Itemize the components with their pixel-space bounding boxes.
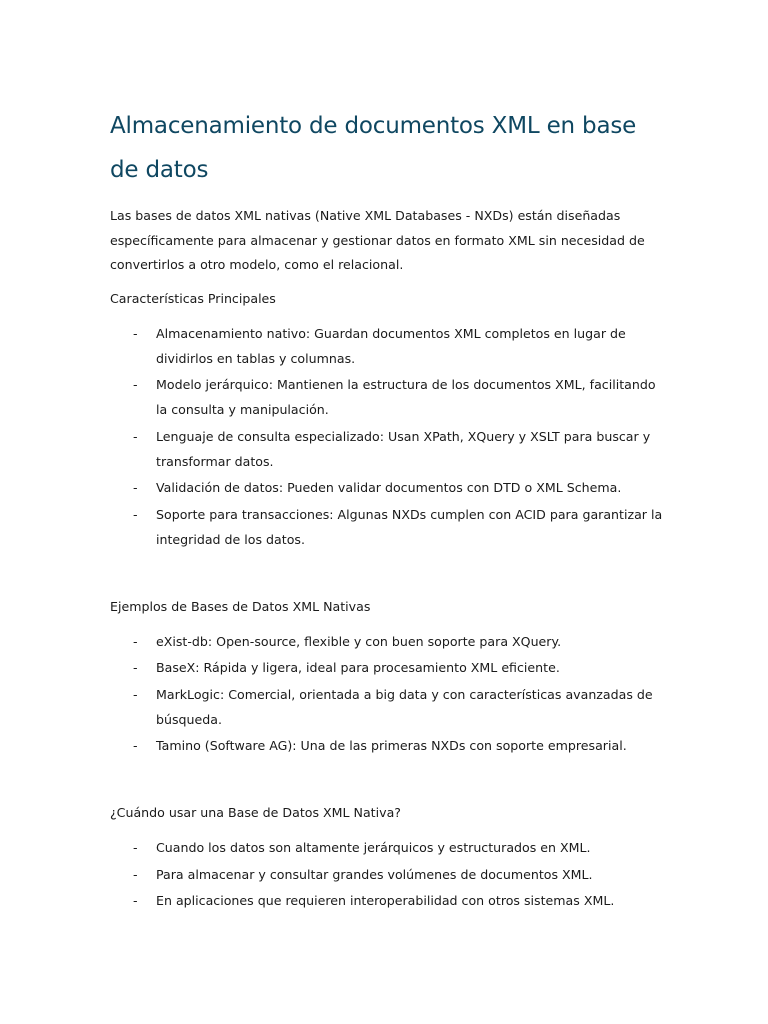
list-item [110,424,670,474]
list-item [110,502,670,552]
bullet-list [110,835,670,913]
list-item [110,835,670,860]
list-item-text: Para almacenar y consultar grandes volúmenes de documentos XML. [156,866,593,882]
section-heading: Ejemplos de Bases de Datos XML Nativas [110,598,371,614]
bullet-list [110,321,670,552]
bullet-dash: - [133,686,138,702]
list-item [110,862,670,887]
document-page [110,104,670,915]
bullet-dash: - [133,428,138,444]
bullet-dash: - [133,840,138,855]
bullet-dash: - [133,866,138,882]
list-item [110,321,670,371]
bullet-list [110,629,670,759]
list-item-text: eXist-db: Open-source, flexible y con buen soporte para XQuery. [156,633,562,649]
bullet-dash: - [133,325,138,341]
list-item-text: Soporte para transacciones: Algunas NXDs cumplen con ACID para garantizar la integridad de los datos. [156,506,663,547]
bullet-dash: - [133,633,138,649]
list-item [110,655,670,680]
bullet-dash: - [133,480,138,495]
list-item-text: Cuando los datos son altamente jerárquicos y estructurados en XML. [156,840,591,855]
list-item [110,733,670,758]
list-item-text: Lenguaje de consulta especializado: Usan XPath, XQuery y XSLT para buscar y transformar datos. [156,428,651,469]
list-item-text: Modelo jerárquico: Mantienen la estructura de los documentos XML, facilitando la consulta y manipulación. [156,377,656,417]
list-item-text: Tamino (Software AG): Una de las primeras NXDs con soporte empresarial. [156,738,627,753]
list-item-text: En aplicaciones que requieren interoperabilidad con otros sistemas XML. [156,893,615,908]
bullet-dash: - [133,893,138,908]
list-item [110,888,670,913]
bullet-dash: - [133,506,138,522]
bullet-dash: - [133,377,138,392]
section-heading: Características Principales [110,290,276,306]
bullet-dash: - [133,660,138,675]
intro-paragraph: Las bases de datos XML nativas (Native XML Databases - NXDs) están diseñadas específicamente para almacenar y gestionar datos en formato XML sin necesidad de convertirlos a otro modelo, como el relacional. [110,208,645,272]
list-item-text: BaseX: Rápida y ligera, ideal para procesamiento XML eficiente. [156,660,560,675]
list-item [110,475,670,500]
section-heading: ¿Cuándo usar una Base de Datos XML Nativa? [110,805,401,820]
list-item-text: Validación de datos: Pueden validar documentos con DTD o XML Schema. [156,480,622,495]
bullet-dash: - [133,738,138,753]
list-item [110,629,670,654]
list-item-text: MarkLogic: Comercial, orientada a big data y con características avanzadas de búsqueda. [156,686,653,727]
list-item [110,682,670,732]
list-item [110,372,670,422]
document-title: Almacenamiento de documentos XML en base de datos [110,113,637,183]
list-item-text: Almacenamiento nativo: Guardan documentos XML completos en lugar de dividirlos en tablas y columnas. [156,325,626,366]
